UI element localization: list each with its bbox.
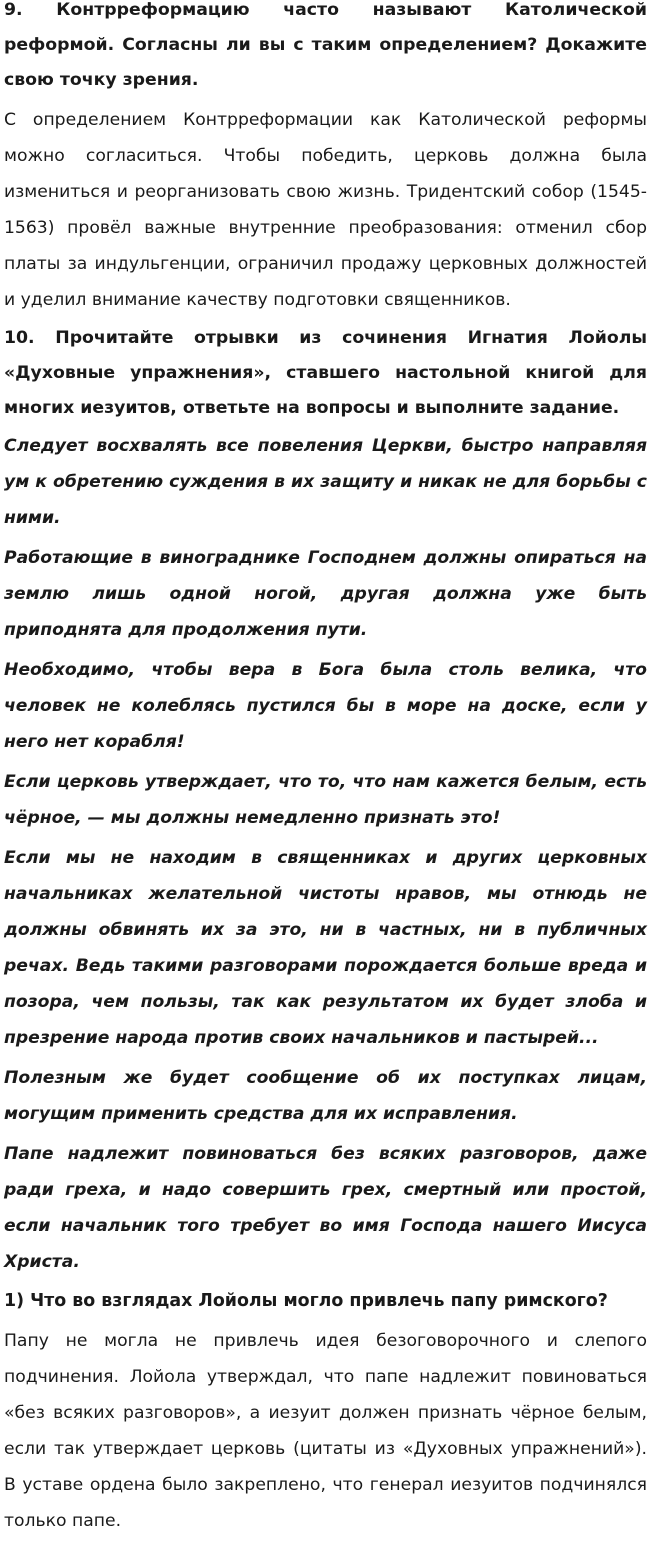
sub-question-1: 1) Что во взглядах Лойолы могло привлечь папу римского? [4, 1291, 608, 1311]
question-9-answer: С определением Контрреформации как Католической реформы можно согласиться. Чтобы победить, церковь должна была измениться и реорганизовать свою жизнь. Тридентский собор (1545-1563) провёл важные внутренние преобразования: отменил сбор платы за индульгенции, ограничил продажу церковных должностей и уделил внимание качеству подготовки священников. [4, 110, 647, 310]
question-9-heading: 9. Контрреформацию часто называют Католической реформой. Согласны ли вы с таким определением? Докажите свою точку зрения. [4, 0, 647, 90]
loyola-quote-7: Папе надлежит повиноваться без всяких разговоров, даже ради греха, и надо совершить грех, смертный или простой, если начальник того требует во имя Господа нашего Иисуса Христа. [4, 1144, 647, 1272]
loyola-quote-1: Следует восхвалять все повеления Церкви, быстро направляя ум к обретению суждения в их защиту и никак не для борьбы с ними. [4, 436, 647, 528]
loyola-quote-2: Работающие в винограднике Господнем должны опираться на землю лишь одной ногой, другая должна уже быть приподнята для продолжения пути. [4, 548, 647, 640]
sub-question-1-answer: Папу не могла не привлечь идея безоговорочного и слепого подчинения. Лойола утверждал, что папе надлежит повиноваться «без всяких разговоров», а иезуит должен признать чёрное белым, если так утверждает церковь (цитаты из «Духовных упражнений»). В уставе ордена было закреплено, что генерал иезуитов подчинялся только папе. [4, 1331, 647, 1531]
loyola-quote-6: Полезным же будет сообщение об их поступках лицам, могущим применить средства для их исправления. [4, 1068, 647, 1124]
question-10-heading: 10. Прочитайте отрывки из сочинения Игнатия Лойолы «Духовные упражнения», ставшего настольной книгой для многих иезуитов, ответьте на вопросы и выполните задание. [4, 328, 647, 418]
loyola-quote-3: Необходимо, чтобы вера в Бога была столь велика, что человек не колеблясь пустился бы в море на доске, если у него нет корабля! [4, 660, 647, 752]
loyola-quote-5: Если мы не находим в священниках и других церковных начальниках желательной чистоты нравов, мы отнюдь не должны обвинять их за это, ни в частных, ни в публичных речах. Ведь такими разговорами порождается больше вреда и позора, чем пользы, так как результатом их будет злоба и презрение народа против своих начальников и пастырей... [4, 848, 647, 1048]
loyola-quote-4: Если церковь утверждает, что то, что нам кажется белым, есть чёрное, — мы должны немедленно признать это! [4, 772, 647, 828]
